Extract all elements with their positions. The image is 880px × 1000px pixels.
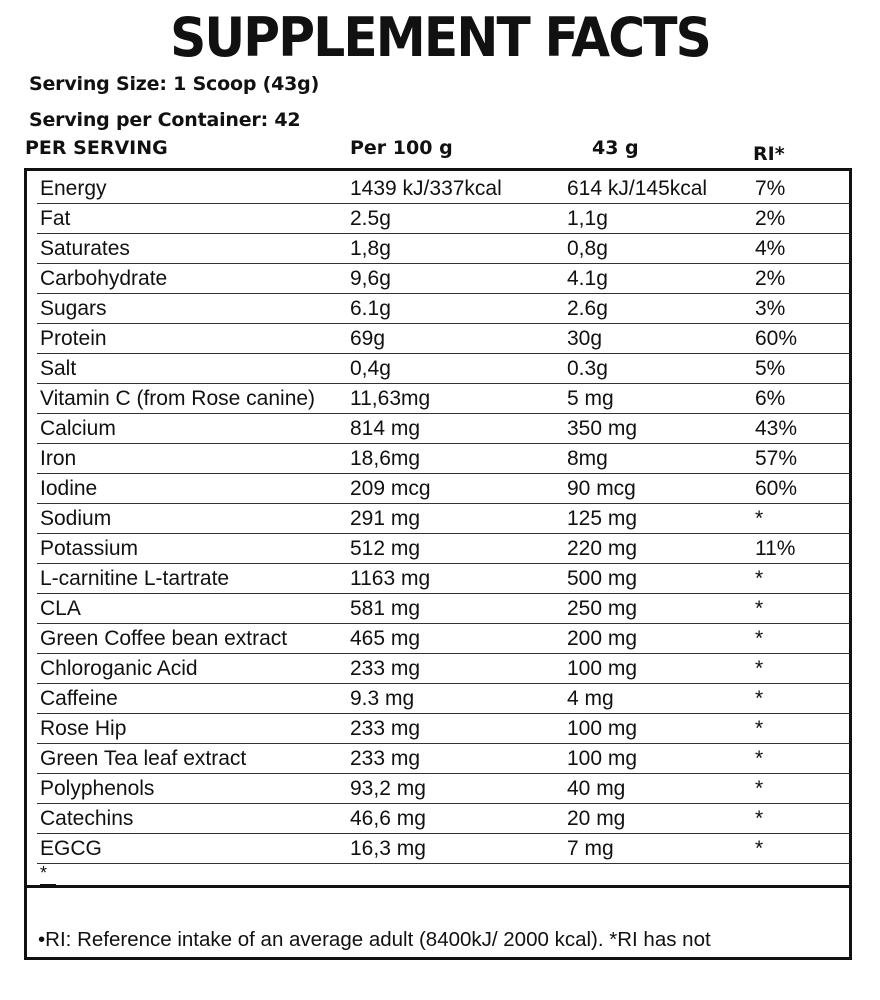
nutrient-ri: 4% <box>755 237 786 260</box>
nutrient-name: Polyphenols <box>40 777 155 800</box>
nutrient-ri: 57% <box>755 447 798 470</box>
nutrient-per-100g: 11,63mg <box>350 387 431 410</box>
nutrient-per-serving: 2.6g <box>567 297 608 320</box>
nutrient-per-serving: 250 mg <box>567 597 638 620</box>
nutrient-per-100g: 291 mg <box>350 507 421 530</box>
nutrient-ri: 2% <box>755 267 786 290</box>
nutrient-name: Green Tea leaf extract <box>40 747 247 770</box>
nutrient-per-serving: 8mg <box>567 447 608 470</box>
footnote-marker: * <box>40 863 48 883</box>
nutrient-ri: 43% <box>755 417 798 440</box>
nutrient-ri: * <box>755 717 764 740</box>
nutrient-ri: 11% <box>755 537 796 560</box>
table-row <box>37 654 850 684</box>
table-row <box>37 174 850 204</box>
nutrient-per-100g: 209 mcg <box>350 477 431 500</box>
nutrient-per-serving: 500 mg <box>567 567 638 590</box>
table-row <box>37 474 850 504</box>
nutrient-name: Carbohydrate <box>40 267 168 290</box>
nutrient-per-100g: 6.1g <box>350 297 391 320</box>
nutrient-name: Caffeine <box>40 687 118 710</box>
table-row <box>37 324 850 354</box>
nutrient-ri: 60% <box>755 327 798 350</box>
nutrient-ri: * <box>755 567 764 590</box>
nutrient-per-serving: 40 mg <box>567 777 626 800</box>
header-per-100g: Per 100 g <box>350 137 453 159</box>
table-row <box>37 414 850 444</box>
nutrient-ri: * <box>755 687 764 710</box>
nutrient-per-100g: 233 mg <box>350 747 421 770</box>
table-row <box>37 594 850 624</box>
nutrient-name: Saturates <box>40 237 130 260</box>
nutrient-per-100g: 814 mg <box>350 417 421 440</box>
nutrient-per-serving: 100 mg <box>567 657 638 680</box>
table-row <box>37 354 850 384</box>
nutrient-name: Chloroganic Acid <box>40 657 198 680</box>
nutrient-per-100g: 2.5g <box>350 207 391 230</box>
nutrient-name: Calcium <box>40 417 116 440</box>
nutrient-per-100g: 93,2 mg <box>350 777 426 800</box>
nutrient-per-100g: 46,6 mg <box>350 807 426 830</box>
nutrient-per-100g: 1,8g <box>350 237 391 260</box>
table-row <box>37 564 850 594</box>
nutrient-per-serving: 4 mg <box>567 687 614 710</box>
nutrient-per-100g: 581 mg <box>350 597 421 620</box>
nutrient-ri: 60% <box>755 477 798 500</box>
nutrient-name: Iodine <box>40 477 98 500</box>
nutrient-name: Green Coffee bean extract <box>40 627 288 650</box>
table-row <box>37 384 850 414</box>
page-title: SUPPLEMENT FACTS <box>170 6 710 69</box>
nutrient-name: Fat <box>40 207 71 230</box>
nutrient-ri: 7% <box>755 177 786 200</box>
nutrient-ri: * <box>755 627 764 650</box>
nutrient-ri: * <box>755 807 764 830</box>
nutrient-per-100g: 9,6g <box>350 267 391 290</box>
nutrient-name: Iron <box>40 447 77 470</box>
nutrient-name: Catechins <box>40 807 134 830</box>
table-row <box>37 204 850 234</box>
nutrient-per-serving: 200 mg <box>567 627 638 650</box>
nutrient-name: Vitamin C (from Rose canine) <box>40 387 316 410</box>
nutrient-name: Sodium <box>40 507 112 530</box>
nutrition-table <box>24 168 852 960</box>
footnote-text: •RI: Reference intake of an average adult (8400kJ/ 2000 kcal). *RI has not <box>38 928 711 951</box>
header-per-43g: 43 g <box>592 137 639 159</box>
nutrient-per-100g: 465 mg <box>350 627 421 650</box>
footnote-divider <box>27 885 849 888</box>
table-row <box>37 624 850 654</box>
table-row <box>37 714 850 744</box>
nutrient-per-serving: 0.3g <box>567 357 608 380</box>
nutrient-ri: 3% <box>755 297 786 320</box>
table-row <box>37 234 850 264</box>
nutrient-per-100g: 69g <box>350 327 386 350</box>
nutrient-per-serving: 90 mcg <box>567 477 636 500</box>
nutrient-ri: * <box>755 597 764 620</box>
nutrient-rows <box>37 174 850 888</box>
nutrient-per-serving: 350 mg <box>567 417 638 440</box>
nutrient-name: EGCG <box>40 837 102 860</box>
table-row <box>37 834 850 864</box>
nutrient-per-100g: 233 mg <box>350 657 421 680</box>
nutrient-per-serving: 100 mg <box>567 747 638 770</box>
nutrient-per-serving: 614 kJ/145kcal <box>567 177 708 200</box>
nutrient-per-serving: 0,8g <box>567 237 608 260</box>
nutrient-name: L-carnitine L-tartrate <box>40 567 230 590</box>
nutrient-name: Protein <box>40 327 107 350</box>
nutrient-per-100g: 233 mg <box>350 717 421 740</box>
nutrient-per-100g: 16,3 mg <box>350 837 426 860</box>
nutrient-ri: * <box>755 747 764 770</box>
nutrient-name: CLA <box>40 597 81 620</box>
header-ri: RI* <box>753 143 785 165</box>
nutrient-ri: * <box>755 837 764 860</box>
nutrient-per-100g: 9.3 mg <box>350 687 415 710</box>
nutrient-per-serving: 100 mg <box>567 717 638 740</box>
nutrient-per-serving: 5 mg <box>567 387 614 410</box>
table-row <box>37 504 850 534</box>
table-row <box>37 804 850 834</box>
nutrient-ri: 6% <box>755 387 786 410</box>
nutrient-name: Salt <box>40 357 77 380</box>
servings-per-container: Serving per Container: 42 <box>29 109 301 131</box>
table-row <box>37 534 850 564</box>
nutrient-name: Rose Hip <box>40 717 127 740</box>
nutrient-name: Potassium <box>40 537 139 560</box>
nutrient-per-100g: 1439 kJ/337kcal <box>350 177 502 200</box>
nutrient-ri: * <box>755 657 764 680</box>
table-row <box>37 684 850 714</box>
nutrient-name: Energy <box>40 177 107 200</box>
nutrient-ri: * <box>755 507 764 530</box>
nutrient-per-100g: 512 mg <box>350 537 421 560</box>
nutrient-per-serving: 125 mg <box>567 507 638 530</box>
nutrient-per-serving: 4.1g <box>567 267 608 290</box>
serving-size: Serving Size: 1 Scoop (43g) <box>29 73 320 95</box>
table-row <box>37 294 850 324</box>
nutrient-per-serving: 1,1g <box>567 207 608 230</box>
nutrient-ri: 5% <box>755 357 786 380</box>
table-row <box>37 444 850 474</box>
table-row <box>37 744 850 774</box>
nutrient-per-serving: 20 mg <box>567 807 626 830</box>
nutrient-per-100g: 1163 mg <box>350 567 431 590</box>
nutrient-per-100g: 0,4g <box>350 357 391 380</box>
nutrient-per-100g: 18,6mg <box>350 447 421 470</box>
nutrient-per-serving: 7 mg <box>567 837 614 860</box>
table-row <box>37 774 850 804</box>
nutrient-ri: * <box>755 777 764 800</box>
nutrient-per-serving: 30g <box>567 327 603 350</box>
nutrient-name: Sugars <box>40 297 107 320</box>
table-row <box>37 264 850 294</box>
nutrient-ri: 2% <box>755 207 786 230</box>
header-per-serving: PER SERVING <box>25 137 168 159</box>
nutrient-per-serving: 220 mg <box>567 537 638 560</box>
